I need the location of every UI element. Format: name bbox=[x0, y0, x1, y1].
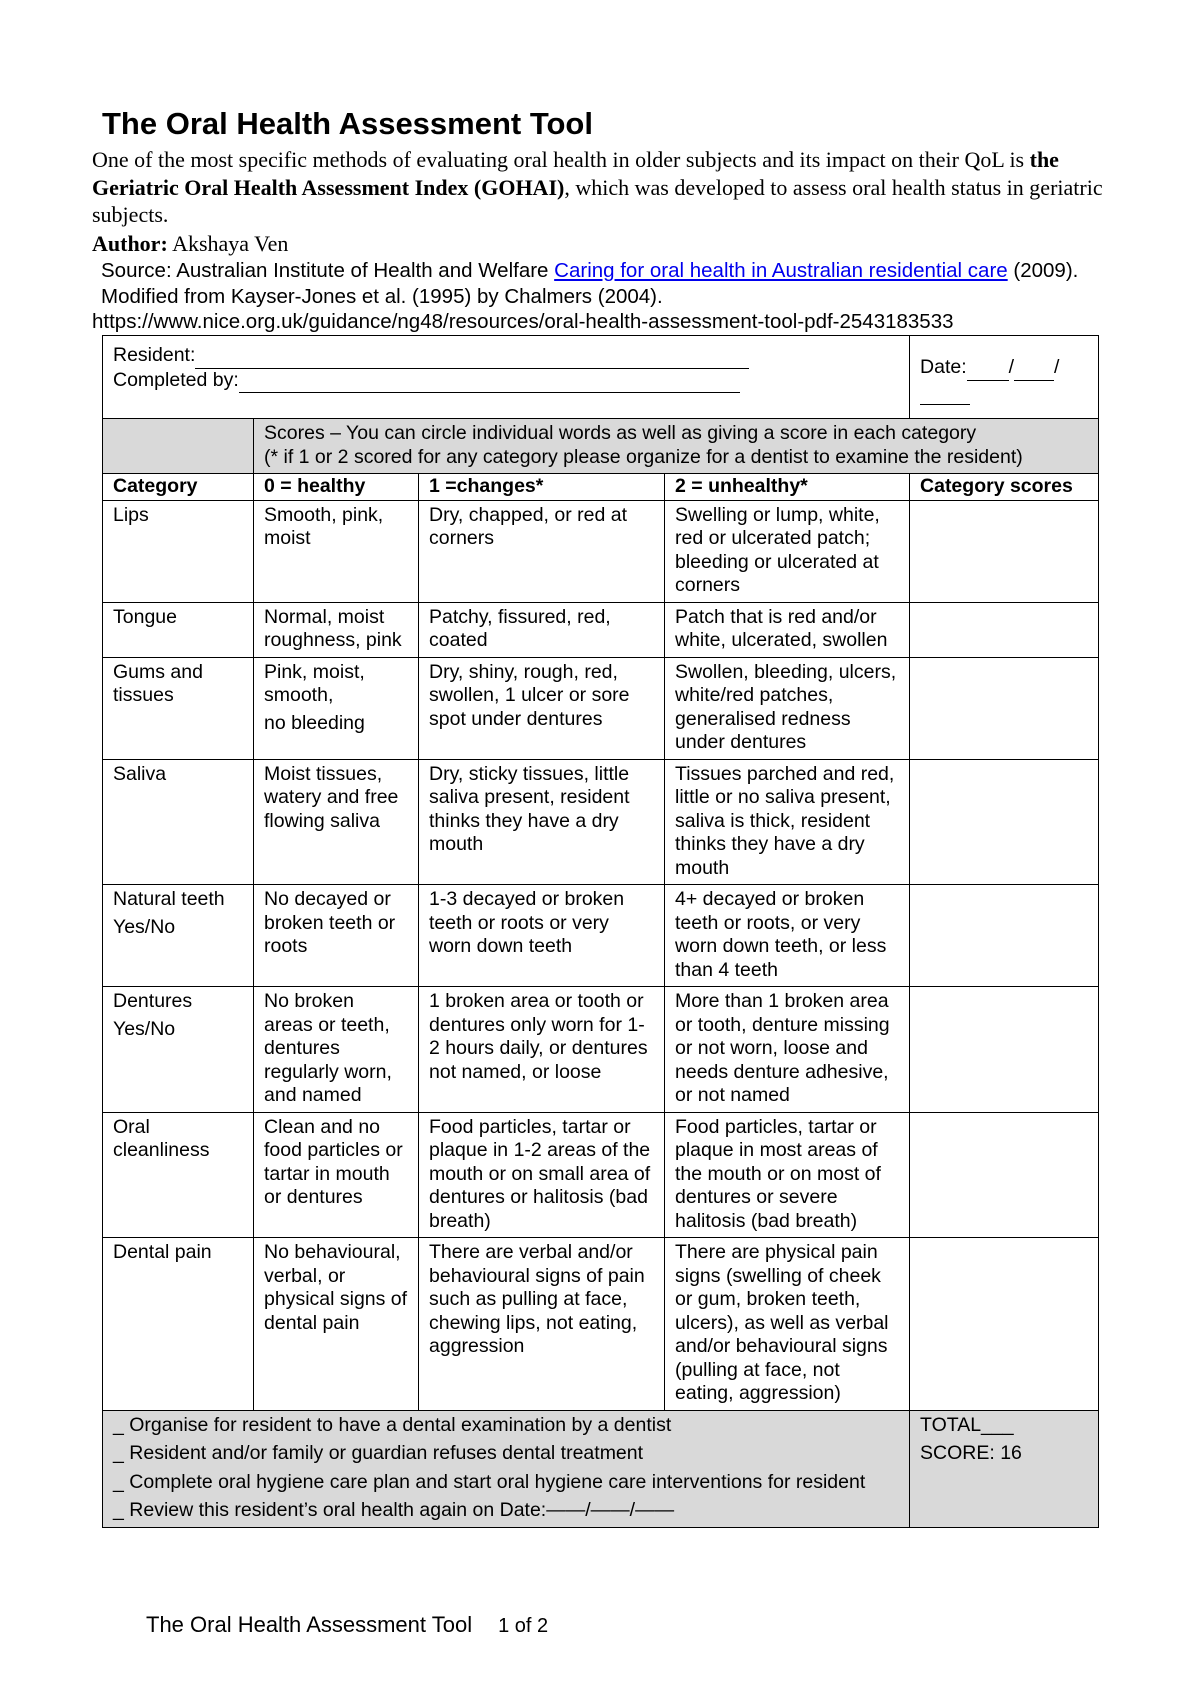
source-prefix: Source: Australian Institute of Health and Welfare bbox=[101, 259, 555, 282]
row-dentures-score[interactable] bbox=[910, 987, 1099, 1113]
row-gums-changes[interactable]: Dry, shiny, rough, red, swollen, 1 ulcer or sore spot under dentures bbox=[419, 657, 665, 759]
row-natural-teeth-yesno[interactable]: Yes/No bbox=[113, 915, 176, 938]
row-dentures-category bbox=[103, 987, 254, 1113]
action-care-plan[interactable]: _ Complete oral hygiene care plan and start oral hygiene care interventions for resident bbox=[113, 1470, 866, 1493]
row-saliva-unhealthy[interactable]: Tissues parched and red, little or no saliva present, saliva is thick, resident thinks they have a dry mouth bbox=[665, 759, 910, 885]
action-refuses-treatment[interactable]: _ Resident and/or family or guardian refuses dental treatment bbox=[113, 1442, 644, 1464]
row-tongue-score[interactable] bbox=[910, 602, 1099, 657]
row-dental-pain-score[interactable] bbox=[910, 1238, 1099, 1411]
row-dentures-healthy[interactable]: No broken areas or teeth, dentures regularly worn, and named bbox=[254, 987, 419, 1113]
resident-label: Resident: bbox=[113, 344, 196, 366]
row-gums-score[interactable] bbox=[910, 657, 1099, 759]
date-month-field[interactable] bbox=[1014, 356, 1054, 381]
date-year-field[interactable] bbox=[920, 381, 970, 406]
action-dental-exam[interactable]: _ Organise for resident to have a dental examination by a dentist bbox=[113, 1413, 672, 1436]
date-slash-2: / bbox=[1054, 356, 1060, 378]
score-label: SCORE: 16 bbox=[920, 1442, 1022, 1464]
total-score-cell bbox=[910, 1410, 1099, 1527]
row-saliva-category: Saliva bbox=[103, 759, 254, 885]
scores-note-cell bbox=[254, 419, 1099, 474]
date-cell bbox=[910, 336, 1099, 419]
row-lips-score[interactable] bbox=[910, 500, 1099, 602]
intro-text-1: One of the most specific methods of evaluating oral health in older subjects and its impact on their QoL is bbox=[92, 147, 1030, 172]
resident-field[interactable] bbox=[195, 344, 749, 369]
header-healthy: 0 = healthy bbox=[254, 474, 419, 501]
assessment-table bbox=[102, 335, 1099, 1528]
source-suffix: (2009). Modified from Kayser-Jones et al. (1995) by Chalmers (2004). bbox=[101, 259, 1079, 308]
row-oral-cleanliness-unhealthy[interactable]: Food particles, tartar or plaque in most areas of the mouth or on most of dentures or severe halitosis (bad breath) bbox=[665, 1112, 910, 1238]
source-link[interactable]: Caring for oral health in Australian residential care bbox=[554, 259, 1008, 282]
header-changes: 1 =changes* bbox=[419, 474, 665, 501]
action-review-date[interactable]: _ Review this resident’s oral health again on Date:——/——/—— bbox=[113, 1499, 675, 1521]
row-tongue-changes[interactable]: Patchy, fissured, red, coated bbox=[419, 602, 665, 657]
row-gums-unhealthy[interactable]: Swollen, bleeding, ulcers, white/red patches, generalised redness under dentures bbox=[665, 657, 910, 759]
row-tongue-unhealthy[interactable]: Patch that is red and/or white, ulcerated, swollen bbox=[665, 602, 910, 657]
row-saliva-score[interactable] bbox=[910, 759, 1099, 885]
row-lips-unhealthy[interactable]: Swelling or lump, white, red or ulcerated patch; bleeding or ulcerated at corners bbox=[665, 500, 910, 602]
row-gums-healthy[interactable] bbox=[254, 657, 419, 759]
author-name: Akshaya Ven bbox=[172, 231, 289, 256]
source-line bbox=[101, 258, 1081, 310]
date-slash-1: / bbox=[1008, 356, 1015, 378]
row-oral-cleanliness-changes[interactable]: Food particles, tartar or plaque in 1-2 areas of the mouth or on small area of dentures or halitosis (bad breath) bbox=[419, 1112, 665, 1238]
row-lips-healthy[interactable]: Smooth, pink, moist bbox=[254, 500, 419, 602]
row-natural-teeth-healthy[interactable]: No decayed or broken teeth or roots bbox=[254, 885, 419, 987]
row-dental-pain-healthy[interactable]: No behavioural, verbal, or physical signs of dental pain bbox=[254, 1238, 419, 1411]
source-url[interactable]: https://www.nice.org.uk/guidance/ng48/resources/oral-health-assessment-tool-pdf-2543183533 bbox=[92, 310, 954, 333]
author-label: Author: bbox=[92, 231, 168, 256]
header-category: Category bbox=[103, 474, 254, 501]
page-footer bbox=[146, 1612, 548, 1638]
document-title: The Oral Health Assessment Tool bbox=[102, 106, 593, 141]
intro-bold-term: the Geriatric Oral Health Assessment Index (GOHAI) bbox=[92, 147, 1059, 200]
total-label[interactable]: TOTAL___ bbox=[920, 1413, 1014, 1436]
scores-blank-cell bbox=[103, 419, 254, 474]
row-natural-teeth-unhealthy[interactable]: 4+ decayed or broken teeth or roots, or very worn down teeth, or less than 4 teeth bbox=[665, 885, 910, 987]
date-day-field[interactable] bbox=[967, 356, 1009, 381]
row-oral-cleanliness-category: Oral cleanliness bbox=[103, 1112, 254, 1238]
row-dentures-unhealthy[interactable]: More than 1 broken area or tooth, denture missing or not worn, loose and needs denture adhesive, or not named bbox=[665, 987, 910, 1113]
row-oral-cleanliness-healthy[interactable]: Clean and no food particles or tartar in mouth or dentures bbox=[254, 1112, 419, 1238]
row-tongue-healthy[interactable]: Normal, moist roughness, pink bbox=[254, 602, 419, 657]
date-label: Date: bbox=[920, 356, 967, 378]
footer-title: The Oral Health Assessment Tool bbox=[146, 1612, 473, 1637]
intro-paragraph bbox=[92, 146, 1112, 229]
completed-by-field[interactable] bbox=[239, 369, 740, 394]
row-natural-teeth-score[interactable] bbox=[910, 885, 1099, 987]
row-gums-healthy-text-2: no bleeding bbox=[264, 711, 365, 734]
intro-text-2: , which was developed to assess oral health status in geriatric subjects. bbox=[92, 174, 1103, 227]
row-natural-teeth-label: Natural teeth bbox=[113, 888, 225, 910]
row-dentures-changes[interactable]: 1 broken area or tooth or dentures only worn for 1-2 hours daily, or dentures not named, or loose bbox=[419, 987, 665, 1113]
row-tongue-category: Tongue bbox=[103, 602, 254, 657]
row-gums-healthy-text: Pink, moist, smooth, bbox=[264, 660, 365, 706]
header-unhealthy: 2 = unhealthy* bbox=[665, 474, 910, 501]
row-natural-teeth-category bbox=[103, 885, 254, 987]
completed-by-label: Completed by: bbox=[113, 368, 239, 391]
row-dentures-label: Dentures bbox=[113, 990, 193, 1012]
actions-cell bbox=[103, 1410, 910, 1527]
scores-note-2: (* if 1 or 2 scored for any category please organize for a dentist to examine the resident) bbox=[264, 445, 1023, 468]
author-line bbox=[92, 231, 288, 257]
row-oral-cleanliness-score[interactable] bbox=[910, 1112, 1099, 1238]
row-dental-pain-changes[interactable]: There are verbal and/or behavioural signs of pain such as pulling at face, chewing lips, not eating, aggression bbox=[419, 1238, 665, 1411]
row-lips-changes[interactable]: Dry, chapped, or red at corners bbox=[419, 500, 665, 602]
row-dental-pain-category: Dental pain bbox=[103, 1238, 254, 1411]
row-lips-category: Lips bbox=[103, 500, 254, 602]
header-category-scores: Category scores bbox=[910, 474, 1099, 501]
row-dental-pain-unhealthy[interactable]: There are physical pain signs (swelling of cheek or gum, broken teeth, ulcers), as well as verbal and/or behavioural signs (pulling at face, not eating, aggression) bbox=[665, 1238, 910, 1411]
row-dentures-yesno[interactable]: Yes/No bbox=[113, 1017, 176, 1040]
page-number: 1 of 2 bbox=[498, 1615, 549, 1637]
resident-cell bbox=[103, 336, 910, 419]
row-saliva-healthy[interactable]: Moist tissues, watery and free flowing saliva bbox=[254, 759, 419, 885]
row-saliva-changes[interactable]: Dry, sticky tissues, little saliva present, resident thinks they have a dry mouth bbox=[419, 759, 665, 885]
row-gums-category: Gums and tissues bbox=[103, 657, 254, 759]
row-natural-teeth-changes[interactable]: 1-3 decayed or broken teeth or roots or very worn down teeth bbox=[419, 885, 665, 987]
scores-note: Scores – You can circle individual words as well as giving a score in each category bbox=[264, 422, 977, 444]
